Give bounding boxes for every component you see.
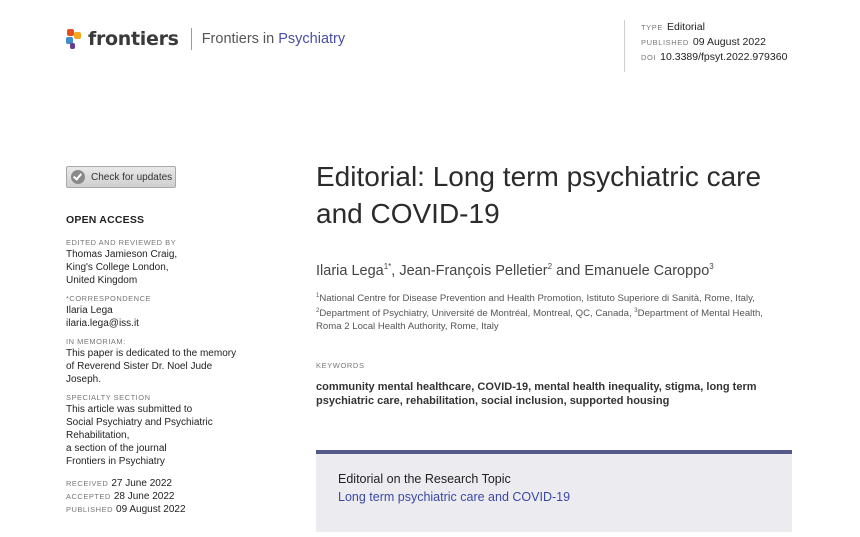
affiliation-marker: 1 xyxy=(316,293,320,299)
journal-name xyxy=(202,31,345,47)
author-affiliation-marker: 1* xyxy=(383,262,392,271)
published-key: PUBLISHED xyxy=(66,505,114,514)
received-value: 27 June 2022 xyxy=(111,478,172,489)
memoriam-text: This paper is dedicated to the memory of Reverend Sister Dr. Noel Jude Joseph. xyxy=(66,348,237,385)
meta-type xyxy=(641,20,787,35)
edited-heading: EDITED AND REVIEWED BY xyxy=(66,238,177,247)
brand-divider xyxy=(191,28,192,50)
journal-prefix: Frontiers in xyxy=(201,31,275,47)
correspondence-heading: *CORRESPONDENCE xyxy=(66,294,152,303)
meta-doi[interactable] xyxy=(641,50,787,65)
affiliation-text: Department of Psychiatry, Université de Montréal, Montreal, QC, Canada, xyxy=(319,308,635,320)
article-meta xyxy=(624,20,787,72)
meta-published-key: PUBLISHED xyxy=(641,38,689,47)
author-affiliation-marker: 3 xyxy=(709,262,714,271)
accepted-key: ACCEPTED xyxy=(66,492,111,501)
author-affiliation-marker: 2 xyxy=(547,262,553,271)
correspondence-text[interactable]: Ilaria Lega ilaria.lega@iss.it xyxy=(66,305,139,329)
affiliation-marker: 3 xyxy=(634,308,638,315)
article-dates xyxy=(66,477,266,516)
check-for-updates-label: Check for updates xyxy=(91,171,173,183)
check-for-updates-button[interactable] xyxy=(66,166,176,188)
received-date xyxy=(66,477,266,490)
author-list xyxy=(316,262,714,279)
memoriam-heading: IN MEMORIAM: xyxy=(66,337,126,346)
affiliation-marker: 2 xyxy=(316,308,320,315)
published-value: 09 August 2022 xyxy=(116,504,186,515)
affiliations xyxy=(316,290,790,333)
journal-accent: Psychiatry xyxy=(278,31,346,47)
specialty-heading: SPECIALTY SECTION xyxy=(66,393,151,402)
author-separator: , xyxy=(391,262,400,279)
meta-doi-value[interactable]: 10.3389/fpsyt.2022.979360 xyxy=(660,51,788,63)
meta-type-key: TYPE xyxy=(641,23,663,32)
published-date xyxy=(66,503,266,516)
author-name[interactable]: Emanuele Caroppo xyxy=(584,262,710,279)
article-sidebar xyxy=(66,214,266,516)
open-access-label: OPEN ACCESS xyxy=(66,214,145,226)
research-topic-box xyxy=(316,450,792,532)
meta-published-value: 09 August 2022 xyxy=(692,36,766,48)
author-separator: and xyxy=(552,262,585,279)
research-topic-heading: Editorial on the Research Topic xyxy=(338,472,511,486)
keywords-heading: KEYWORDS xyxy=(316,361,365,370)
keywords-list: community mental healthcare, COVID-19, mental health inequality, stigma, long term psychiatric care, rehabilitation, social inclusion, supported housing xyxy=(316,381,757,407)
affiliation-text: National Centre for Disease Prevention and Health Promotion, Istituto Superiore di Sanità, Rome, Italy, xyxy=(319,293,755,305)
author-name[interactable]: Ilaria Lega xyxy=(316,262,384,279)
specialty-text: This article was submitted to Social Psychiatry and Psychiatric Rehabilitation, a section of the journal Frontiers in Psychiatry xyxy=(66,404,213,467)
received-key: RECEIVED xyxy=(66,479,109,488)
meta-type-value: Editorial xyxy=(667,21,705,33)
affiliation-text: Department of Mental Health, Roma 2 Local Health Authority, Rome, Italy xyxy=(316,308,763,333)
frontiers-logo-icon xyxy=(64,28,84,50)
article-title: Editorial: Long term psychiatric care and COVID-19 xyxy=(316,161,762,229)
logo-text: frontiers xyxy=(88,28,179,50)
author-name[interactable]: Jean-François Pelletier xyxy=(399,262,548,279)
checkmark-badge-icon xyxy=(71,170,85,184)
accepted-date xyxy=(66,490,266,503)
edited-text: Thomas Jamieson Craig, King's College London, United Kingdom xyxy=(66,249,178,286)
meta-doi-key: DOI xyxy=(641,53,657,62)
accepted-value: 28 June 2022 xyxy=(113,491,175,502)
meta-published xyxy=(641,35,787,50)
journal-brand[interactable] xyxy=(64,28,345,50)
research-topic-link[interactable]: Long term psychiatric care and COVID-19 xyxy=(338,490,571,504)
